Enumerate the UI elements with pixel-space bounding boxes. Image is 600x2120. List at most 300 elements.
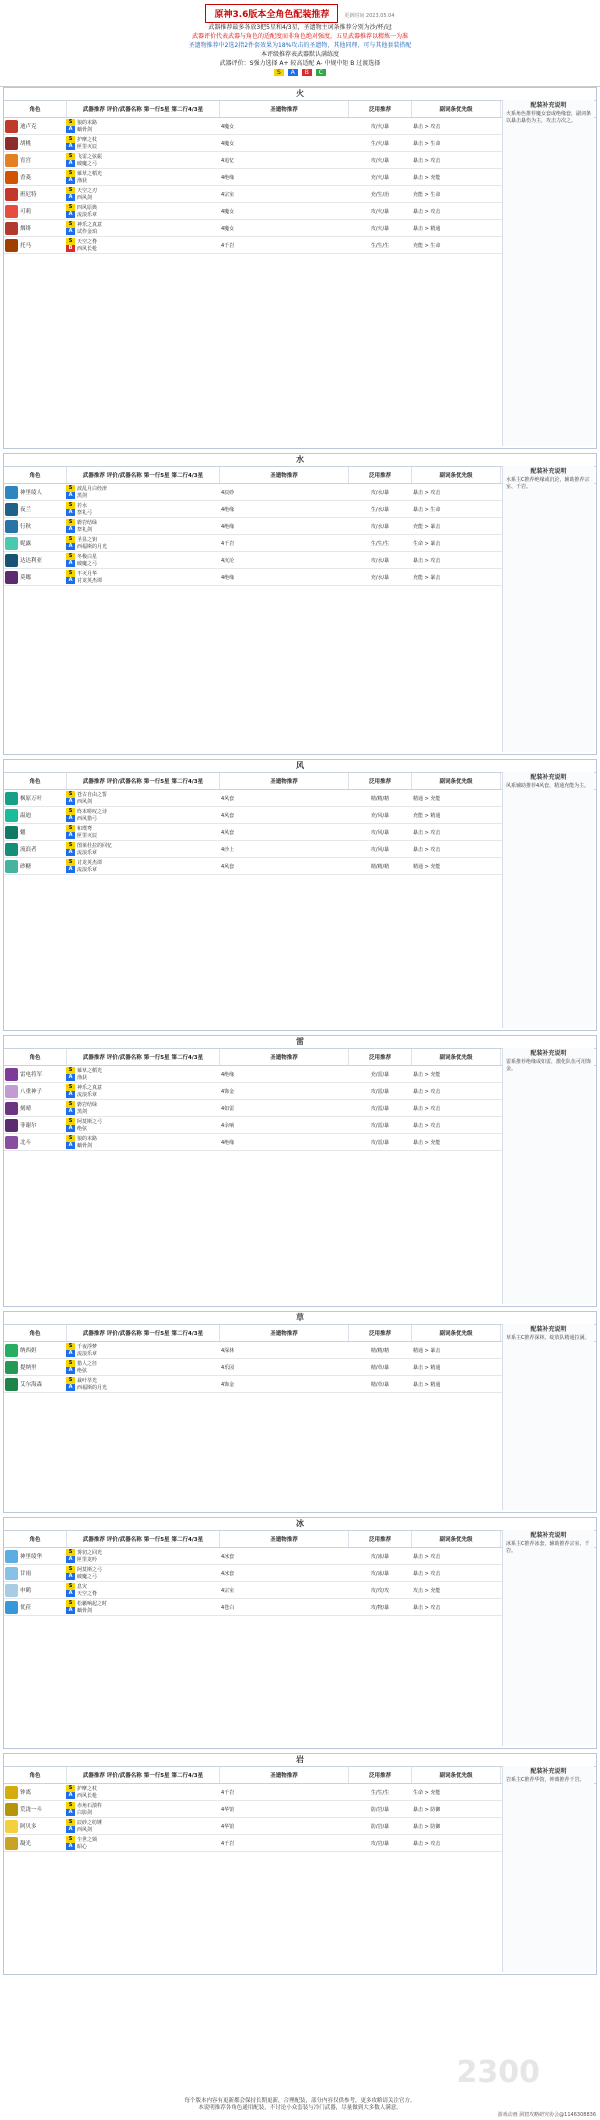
grade-badge: S bbox=[66, 204, 75, 211]
note-text: 风系辅助推荐4风套，精通充能为主。 bbox=[506, 783, 590, 789]
substat-cell: 攻击 > 充能 bbox=[413, 1587, 441, 1594]
table-row bbox=[4, 1565, 502, 1582]
grade-badge: A bbox=[66, 211, 75, 218]
character-name: 阿贝多 bbox=[20, 1824, 37, 1830]
stat-cell: 攻/水/暴 bbox=[370, 557, 390, 564]
character-name: 八重神子 bbox=[20, 1089, 43, 1095]
artifact-cell: 4乐园 bbox=[221, 1364, 235, 1371]
avatar bbox=[5, 1567, 18, 1580]
weapon-name: 试作金珀 bbox=[77, 229, 98, 235]
avatar bbox=[5, 137, 18, 150]
weapon-name: 磐岩结绿 bbox=[77, 1102, 98, 1108]
character-name: 刻晴 bbox=[20, 1106, 32, 1112]
note-panel bbox=[502, 1766, 594, 1972]
grade-badge: S bbox=[66, 1566, 75, 1573]
table-row bbox=[4, 841, 502, 858]
substat-cell: 暴击 > 攻击 bbox=[413, 157, 441, 164]
section-1 bbox=[3, 453, 597, 755]
grade-badge: S bbox=[66, 1549, 75, 1556]
weapon-name: 西风剑 bbox=[77, 799, 93, 805]
grade-badge: A bbox=[66, 543, 75, 550]
weapon-cell bbox=[66, 203, 218, 219]
table-row bbox=[4, 169, 502, 186]
grade-badge: A bbox=[66, 1074, 75, 1081]
character-name: 可莉 bbox=[20, 209, 32, 215]
col-weapon: 武器推荐 评价/武器名称 第一行5星 第二行4/3星 bbox=[67, 467, 220, 483]
table-row bbox=[4, 1134, 502, 1151]
grade-badge: A bbox=[66, 1809, 75, 1816]
substat-cell: 暴击 > 攻击 bbox=[413, 489, 441, 496]
weapon-name: 祭礼剑 bbox=[77, 527, 93, 533]
weapon-name: 渔获 bbox=[77, 1075, 88, 1081]
artifact-cell: 4绝缘 bbox=[221, 506, 235, 513]
weapon-name: 若水 bbox=[77, 503, 88, 509]
table-row bbox=[4, 1599, 502, 1616]
avatar bbox=[5, 1820, 18, 1833]
grade-badge: S bbox=[66, 825, 75, 832]
stat-cell: 精/精/精 bbox=[370, 1347, 390, 1354]
weapon-name: 绝弦 bbox=[77, 1368, 88, 1374]
table-row bbox=[4, 790, 502, 807]
substat-cell: 暴击 > 充能 bbox=[413, 174, 441, 181]
grade-badge: A bbox=[66, 160, 75, 167]
stat-cell: 充/生/治 bbox=[370, 191, 390, 198]
avatar bbox=[5, 1344, 18, 1357]
character-cell bbox=[4, 1359, 66, 1375]
weapon-cell bbox=[66, 135, 218, 151]
section-4 bbox=[3, 1311, 597, 1513]
character-cell bbox=[4, 1342, 66, 1358]
note-title: 配装补充说明 bbox=[530, 1326, 567, 1333]
weapon-name: 螭骨剑 bbox=[77, 1143, 93, 1149]
avatar bbox=[5, 1601, 18, 1614]
character-name: 达达利亚 bbox=[20, 558, 43, 564]
col-substat: 副词条优先级 bbox=[412, 1531, 501, 1547]
stat-cell: 生/水/暴 bbox=[370, 506, 390, 513]
character-name: 班尼特 bbox=[20, 192, 37, 198]
grade-badge: A bbox=[66, 849, 75, 856]
grade-badge: A bbox=[66, 1573, 75, 1580]
character-name: 凝光 bbox=[20, 1841, 32, 1847]
weapon-cell bbox=[66, 1342, 218, 1358]
artifact-cell: 4绝缘 bbox=[221, 1071, 235, 1078]
stat-cell: 充/火/暴 bbox=[370, 174, 390, 181]
artifact-cell: 4余响 bbox=[221, 1122, 235, 1129]
grade-badge: B bbox=[66, 245, 75, 252]
weapon-name: 磐岩结绿 bbox=[77, 520, 98, 526]
character-cell bbox=[4, 569, 66, 585]
character-cell bbox=[4, 1835, 66, 1851]
table-row bbox=[4, 824, 502, 841]
col-role: 角色 bbox=[4, 467, 67, 483]
grade-badge: S bbox=[66, 485, 75, 492]
artifact-cell: 4绝缘 bbox=[221, 174, 235, 181]
character-name: 申鹤 bbox=[20, 1588, 32, 1594]
weapon-name: 西风长枪 bbox=[77, 1793, 98, 1799]
weapon-name: 昭心 bbox=[77, 1844, 88, 1850]
col-role: 角色 bbox=[4, 773, 67, 789]
weapon-cell bbox=[66, 824, 218, 840]
table-row bbox=[4, 1100, 502, 1117]
legend-c: C bbox=[316, 69, 326, 76]
artifact-cell: 4饰金 bbox=[221, 1088, 235, 1095]
artifact-cell: 4宗室 bbox=[221, 191, 235, 198]
page-title: 原神3.6版本全角色配装推荐 bbox=[205, 4, 338, 23]
avatar bbox=[5, 860, 18, 873]
table-row bbox=[4, 807, 502, 824]
weapon-name: 终末嗟叹之诗 bbox=[77, 809, 108, 815]
weapon-name: 冬极白星 bbox=[77, 554, 98, 560]
note-panel bbox=[502, 466, 594, 752]
character-name: 菲谢尔 bbox=[20, 1123, 37, 1129]
grade-badge: A bbox=[66, 177, 75, 184]
weapon-cell bbox=[66, 484, 218, 500]
section-3 bbox=[3, 1035, 597, 1307]
weapon-name: 图莱杜拉的回忆 bbox=[77, 843, 113, 849]
table-row bbox=[4, 186, 502, 203]
avatar bbox=[5, 1550, 18, 1563]
table-row bbox=[4, 858, 502, 875]
col-substat: 副词条优先级 bbox=[412, 1325, 501, 1341]
grade-badge: A bbox=[66, 1843, 75, 1850]
substat-cell: 充能 > 暴击 bbox=[413, 574, 441, 581]
character-name: 宵宫 bbox=[20, 158, 32, 164]
avatar bbox=[5, 1119, 18, 1132]
character-name: 神里绫人 bbox=[20, 490, 43, 496]
stat-cell: 攻/风/暴 bbox=[370, 846, 390, 853]
grade-badge: S bbox=[66, 842, 75, 849]
weapon-name: 西福斯的月光 bbox=[77, 1385, 108, 1391]
weapon-name: 雾切之回光 bbox=[77, 1550, 103, 1556]
weapon-name: 流浪乐章 bbox=[77, 867, 98, 873]
character-cell bbox=[4, 1582, 66, 1598]
weapon-cell bbox=[66, 1565, 218, 1581]
grade-badge: S bbox=[66, 187, 75, 194]
avatar bbox=[5, 571, 18, 584]
weapon-name: 猎人之径 bbox=[77, 1361, 98, 1367]
character-cell bbox=[4, 841, 66, 857]
weapon-name: 黑剑 bbox=[77, 1109, 88, 1115]
grade-badge: A bbox=[66, 1367, 75, 1374]
stat-cell: 攻/冰/暴 bbox=[370, 1570, 390, 1577]
col-artifact: 圣遗物推荐 bbox=[220, 101, 349, 117]
character-cell bbox=[4, 1066, 66, 1082]
table-row bbox=[4, 484, 502, 501]
character-cell bbox=[4, 1083, 66, 1099]
header-line-1: 武器推荐最多各放3把5星和4/3星，圣遗物主词条推荐分别为沙/杯/冠 bbox=[208, 24, 392, 31]
table-row bbox=[4, 1801, 502, 1818]
artifact-cell: 4风套 bbox=[221, 863, 235, 870]
weapon-name: 神乐之真意 bbox=[77, 222, 103, 228]
weapon-name: 螭骨剑 bbox=[77, 127, 93, 133]
artifact-cell: 4追忆 bbox=[221, 157, 235, 164]
substat-cell: 暴击 > 生命 bbox=[413, 506, 441, 513]
artifact-cell: 4饰金 bbox=[221, 1381, 235, 1388]
weapon-cell bbox=[66, 1359, 218, 1375]
col-artifact: 圣遗物推荐 bbox=[220, 1531, 349, 1547]
artifact-cell: 4冰套 bbox=[221, 1553, 235, 1560]
weapon-cell bbox=[66, 1835, 218, 1851]
weapon-name: 赤角石溃杵 bbox=[77, 1803, 103, 1809]
substat-cell: 暴击 > 攻击 bbox=[413, 208, 441, 215]
grade-badge: S bbox=[66, 1118, 75, 1125]
substat-cell: 暴击 > 精通 bbox=[413, 225, 441, 232]
artifact-cell: 4沙上 bbox=[221, 846, 235, 853]
substat-cell: 暴击 > 攻击 bbox=[413, 846, 441, 853]
substat-cell: 充能 > 生命 bbox=[413, 242, 441, 249]
weapon-cell bbox=[66, 1376, 218, 1392]
artifact-cell: 4绝缘 bbox=[221, 523, 235, 530]
weapon-name: 苍古自由之誓 bbox=[77, 792, 108, 798]
character-cell bbox=[4, 135, 66, 151]
grade-badge: A bbox=[66, 1792, 75, 1799]
weapon-name: 白影剑 bbox=[77, 1810, 93, 1816]
weapon-cell bbox=[66, 237, 218, 253]
grade-badge: A bbox=[66, 866, 75, 873]
character-cell bbox=[4, 535, 66, 551]
col-weapon: 武器推荐 评价/武器名称 第一行5星 第二行4/3星 bbox=[67, 773, 220, 789]
section-6 bbox=[3, 1753, 597, 1975]
legend-b: B bbox=[302, 69, 312, 76]
grade-badge: S bbox=[66, 536, 75, 543]
weapon-cell bbox=[66, 1599, 218, 1615]
col-stat: 泛用推荐 bbox=[349, 101, 412, 117]
artifact-cell: 4如雷 bbox=[221, 1105, 235, 1112]
avatar bbox=[5, 1102, 18, 1115]
grade-badge: A bbox=[66, 1556, 75, 1563]
weapon-cell bbox=[66, 552, 218, 568]
weapon-name: 破魔之弓 bbox=[77, 161, 98, 167]
grade-badge: S bbox=[66, 153, 75, 160]
col-artifact: 圣遗物推荐 bbox=[220, 1049, 349, 1065]
weapon-cell bbox=[66, 1818, 218, 1834]
substat-cell: 暴击 > 防御 bbox=[413, 1823, 441, 1830]
weapon-cell bbox=[66, 1100, 218, 1116]
character-cell bbox=[4, 203, 66, 219]
col-role: 角色 bbox=[4, 101, 67, 117]
table-row bbox=[4, 1376, 502, 1393]
table-row bbox=[4, 501, 502, 518]
col-stat: 泛用推荐 bbox=[349, 1325, 412, 1341]
avatar bbox=[5, 826, 18, 839]
character-name: 香菱 bbox=[20, 175, 32, 181]
update-date: 更新时间 2023.05.04 bbox=[344, 13, 395, 19]
character-cell bbox=[4, 118, 66, 134]
table-row bbox=[4, 1548, 502, 1565]
weapon-name: 破魔之弓 bbox=[77, 1574, 98, 1580]
table-row bbox=[4, 152, 502, 169]
weapon-cell bbox=[66, 118, 218, 134]
character-cell bbox=[4, 1784, 66, 1800]
character-name: 夜兰 bbox=[20, 507, 32, 513]
weapon-name: 神乐之真意 bbox=[77, 1085, 103, 1091]
substat-cell: 暴击 > 攻击 bbox=[413, 829, 441, 836]
stat-cell: 攻/冰/暴 bbox=[370, 1553, 390, 1560]
substat-cell: 暴击 > 攻击 bbox=[413, 1553, 441, 1560]
table-row bbox=[4, 518, 502, 535]
artifact-cell: 4沉沦 bbox=[221, 557, 235, 564]
substat-cell: 充能 > 精通 bbox=[413, 812, 441, 819]
weapon-cell bbox=[66, 1066, 218, 1082]
weapon-cell bbox=[66, 1784, 218, 1800]
stat-cell: 攻/水/暴 bbox=[370, 523, 390, 530]
col-artifact: 圣遗物推荐 bbox=[220, 1767, 349, 1783]
weapon-name: 祭礼弓 bbox=[77, 510, 93, 516]
col-substat: 副词条优先级 bbox=[412, 1049, 501, 1065]
character-name: 妮露 bbox=[20, 541, 32, 547]
weapon-name: 渔获 bbox=[77, 178, 88, 184]
character-cell bbox=[4, 552, 66, 568]
table-row bbox=[4, 1342, 502, 1359]
character-cell bbox=[4, 1376, 66, 1392]
table-row bbox=[4, 237, 502, 254]
character-name: 砂糖 bbox=[20, 864, 32, 870]
grade-badge: A bbox=[66, 560, 75, 567]
col-substat: 副词条优先级 bbox=[412, 467, 501, 483]
weapon-name: 息灾 bbox=[77, 1584, 88, 1590]
note-panel bbox=[502, 100, 594, 446]
character-name: 莫娜 bbox=[20, 575, 32, 581]
col-stat: 泛用推荐 bbox=[349, 467, 412, 483]
weapon-name: 匣里灭辰 bbox=[77, 144, 98, 150]
character-name: 提纳里 bbox=[20, 1365, 37, 1371]
substat-cell: 精通 > 充能 bbox=[413, 863, 441, 870]
substat-cell: 暴击 > 充能 bbox=[413, 1071, 441, 1078]
note-title: 配装补充说明 bbox=[530, 468, 567, 475]
weapon-cell bbox=[66, 152, 218, 168]
character-cell bbox=[4, 501, 66, 517]
artifact-cell: 4千岩 bbox=[221, 1789, 235, 1796]
col-artifact: 圣遗物推荐 bbox=[220, 773, 349, 789]
grade-badge: A bbox=[66, 194, 75, 201]
col-substat: 副词条优先级 bbox=[412, 1767, 501, 1783]
character-name: 托马 bbox=[20, 243, 32, 249]
substat-cell: 生命 > 暴击 bbox=[413, 540, 441, 547]
legend-a: A bbox=[288, 69, 298, 76]
character-name: 流浪者 bbox=[20, 847, 37, 853]
avatar bbox=[5, 1378, 18, 1391]
grade-badge: A bbox=[66, 126, 75, 133]
stat-cell: 攻/岩/暴 bbox=[370, 1840, 390, 1847]
grade-badge: S bbox=[66, 808, 75, 815]
grade-badge: A bbox=[66, 1590, 75, 1597]
col-weapon: 武器推荐 评价/武器名称 第一行5星 第二行4/3星 bbox=[67, 1325, 220, 1341]
grade-badge: S bbox=[66, 1067, 75, 1074]
artifact-cell: 4深林 bbox=[221, 1347, 235, 1354]
character-name: 北斗 bbox=[20, 1140, 32, 1146]
character-cell bbox=[4, 790, 66, 806]
avatar bbox=[5, 486, 18, 499]
weapon-name: 流浪乐章 bbox=[77, 850, 98, 856]
element-sections bbox=[0, 87, 600, 1975]
grade-badge: A bbox=[66, 1125, 75, 1132]
grade-badge: A bbox=[66, 509, 75, 516]
artifact-cell: 4华馆 bbox=[221, 1806, 235, 1813]
artifact-cell: 4风套 bbox=[221, 829, 235, 836]
footer-signature: 游戏动画 洞窟攻略研究协会@1146308836 bbox=[497, 2112, 596, 2118]
character-cell bbox=[4, 1801, 66, 1817]
substat-cell: 暴击 > 攻击 bbox=[413, 1122, 441, 1129]
substat-cell: 暴击 > 攻击 bbox=[413, 1604, 441, 1611]
character-cell bbox=[4, 152, 66, 168]
note-panel bbox=[502, 1048, 594, 1304]
weapon-name: 西风剑 bbox=[77, 1827, 93, 1833]
weapon-name: 尘世之锁 bbox=[77, 1837, 98, 1843]
artifact-cell: 4千岩 bbox=[221, 540, 235, 547]
col-artifact: 圣遗物推荐 bbox=[220, 467, 349, 483]
weapon-name: 流浪乐章 bbox=[77, 212, 98, 218]
stat-cell: 攻/风/暴 bbox=[370, 829, 390, 836]
character-cell bbox=[4, 169, 66, 185]
weapon-cell bbox=[66, 841, 218, 857]
artifact-cell: 4冰套 bbox=[221, 1570, 235, 1577]
grade-badge: S bbox=[66, 136, 75, 143]
weapon-name: 护摩之杖 bbox=[77, 137, 98, 143]
grade-badge: A bbox=[66, 143, 75, 150]
substat-cell: 暴击 > 攻击 bbox=[413, 1088, 441, 1095]
artifact-cell: 4魔女 bbox=[221, 140, 235, 147]
weapon-cell bbox=[66, 807, 218, 823]
substat-cell: 充能 > 生命 bbox=[413, 191, 441, 198]
stat-cell: 攻/雷/暴 bbox=[370, 1122, 390, 1129]
substat-cell: 暴击 > 攻击 bbox=[413, 123, 441, 130]
weapon-cell bbox=[66, 858, 218, 874]
avatar bbox=[5, 1803, 18, 1816]
character-name: 钟离 bbox=[20, 1790, 32, 1796]
avatar bbox=[5, 1085, 18, 1098]
substat-cell: 暴击 > 精通 bbox=[413, 1364, 441, 1371]
element-title: 岩 bbox=[296, 1755, 304, 1764]
stat-cell: 精/精/精 bbox=[370, 863, 390, 870]
stat-cell: 精/草/暴 bbox=[370, 1364, 390, 1371]
note-title: 配装补充说明 bbox=[530, 774, 567, 781]
element-title: 水 bbox=[296, 455, 304, 464]
weapon-name: 讨龙英杰谭 bbox=[77, 860, 103, 866]
artifact-cell: 4魔女 bbox=[221, 208, 235, 215]
weapon-name: 薙草之稻光 bbox=[77, 171, 103, 177]
table-row bbox=[4, 1582, 502, 1599]
table-row bbox=[4, 118, 502, 135]
grade-badge: A bbox=[66, 832, 75, 839]
grade-badge: S bbox=[66, 170, 75, 177]
weapon-cell bbox=[66, 501, 218, 517]
note-text: 岩系主C推荐华馆，钟离推荐千岩。 bbox=[506, 1777, 585, 1783]
table-row bbox=[4, 135, 502, 152]
avatar bbox=[5, 1068, 18, 1081]
stat-cell: 攻/攻/攻 bbox=[370, 1587, 390, 1594]
weapon-cell bbox=[66, 1548, 218, 1564]
note-panel bbox=[502, 772, 594, 1028]
stat-cell: 充/雷/暴 bbox=[370, 1071, 390, 1078]
character-cell bbox=[4, 1117, 66, 1133]
table-row bbox=[4, 1818, 502, 1835]
col-role: 角色 bbox=[4, 1049, 67, 1065]
weapon-cell bbox=[66, 1083, 218, 1099]
weapon-name: 破魔之弓 bbox=[77, 561, 98, 567]
table-row bbox=[4, 1359, 502, 1376]
weapon-name: 四风原典 bbox=[77, 205, 98, 211]
grade-badge: S bbox=[66, 791, 75, 798]
grade-badge: S bbox=[66, 1343, 75, 1350]
artifact-cell: 4绝缘 bbox=[221, 574, 235, 581]
character-name: 烟绯 bbox=[20, 226, 32, 232]
character-cell bbox=[4, 220, 66, 236]
substat-cell: 生命 > 充能 bbox=[413, 1789, 441, 1796]
character-name: 魈 bbox=[20, 830, 26, 836]
grade-badge: S bbox=[66, 1785, 75, 1792]
element-title: 火 bbox=[296, 89, 304, 98]
weapon-name: 西风剑 bbox=[77, 195, 93, 201]
